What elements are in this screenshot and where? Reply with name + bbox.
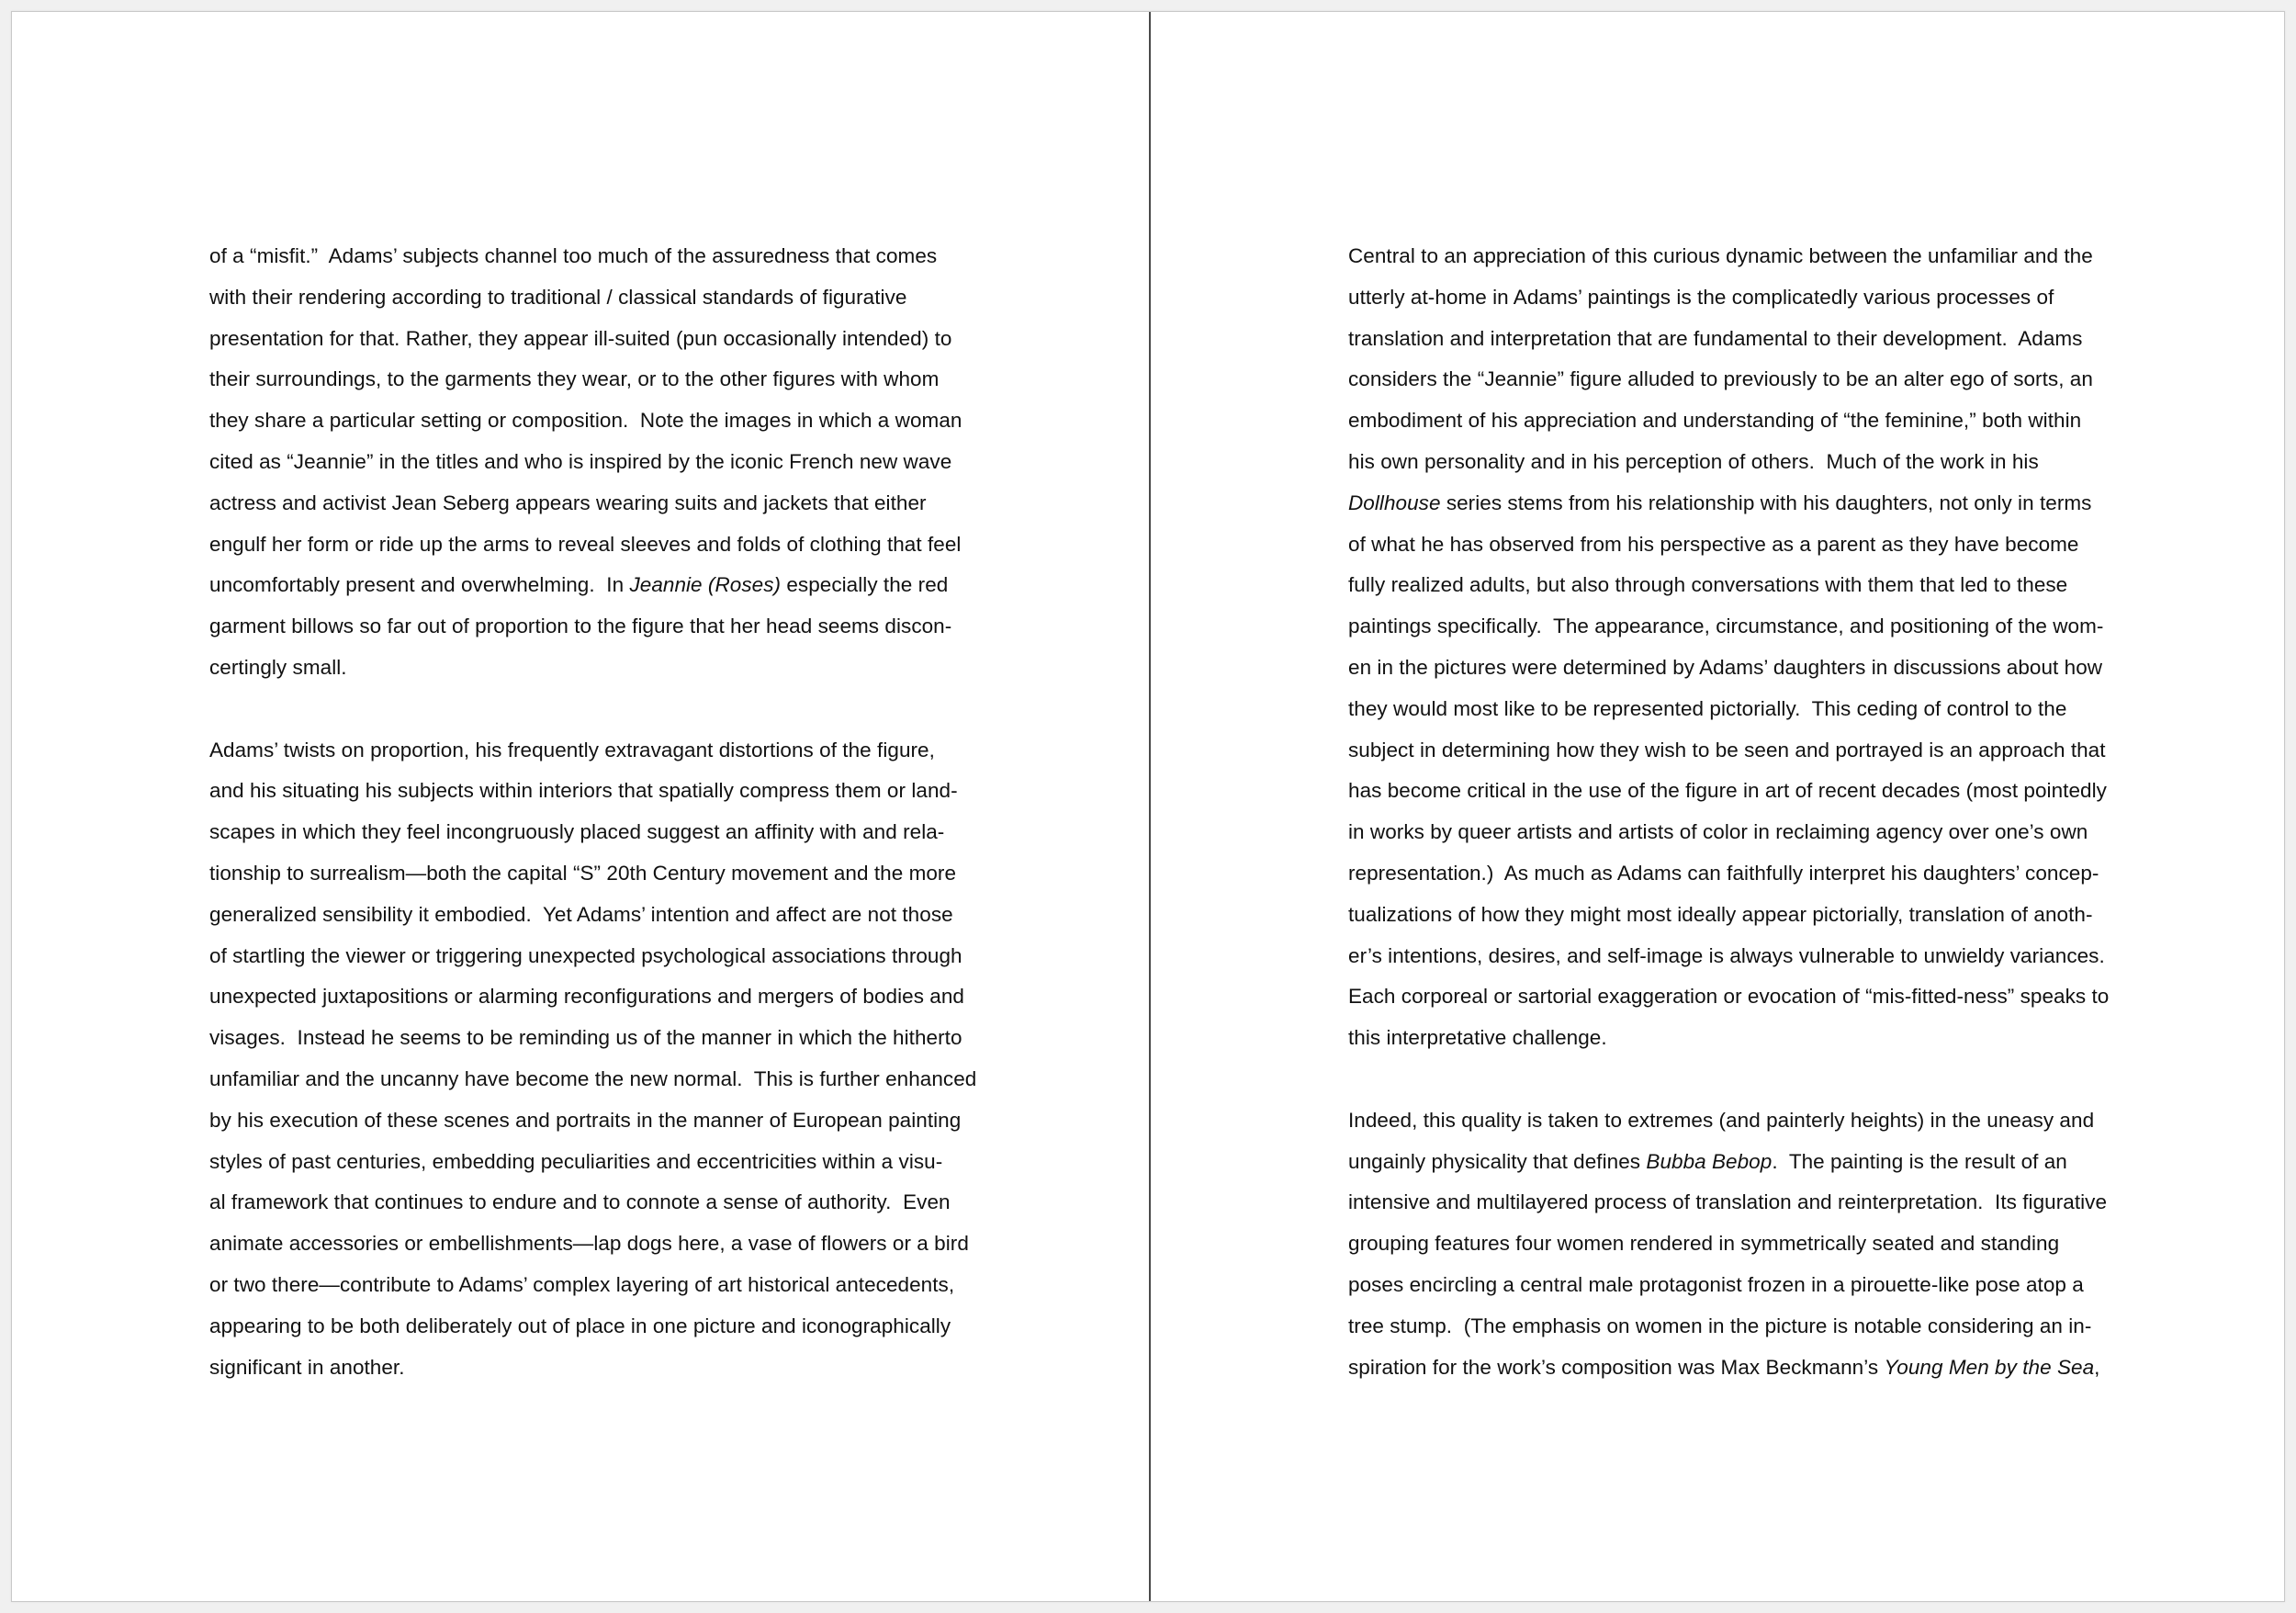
text-line	[1348, 730, 2106, 772]
body-text: utterly at-home in Adams’ paintings is the complicatedly various processes of	[1348, 285, 2054, 309]
italic-title-text: Dollhouse	[1348, 491, 1441, 514]
text-line	[1348, 895, 2101, 936]
body-text: appearing to be both deliberately out of place in one picture and iconographically	[209, 1314, 951, 1337]
body-text: spiration for the work’s composition was Max Beckmann’s	[1348, 1355, 1885, 1379]
text-line	[209, 648, 962, 689]
body-text: his own personality and in his perception of others. Much of the work in his	[1348, 449, 2039, 473]
body-text: en in the pictures were determined by Adams’ daughters in discussions about how	[1348, 655, 2103, 679]
text-line	[1348, 277, 2101, 319]
body-text: actress and activist Jean Seberg appears wearing suits and jackets that either	[209, 491, 927, 514]
body-text: . The painting is the result of an	[1772, 1149, 2067, 1173]
body-text: considers the “Jeannie” figure alluded to previously to be an alter ego of sorts, an	[1348, 367, 2093, 391]
body-text: by his execution of these scenes and portraits in the manner of European painting	[209, 1108, 962, 1132]
paragraph	[1348, 1100, 2108, 1389]
text-line	[209, 1018, 962, 1059]
text-line	[209, 359, 962, 400]
body-text: significant in another.	[209, 1355, 405, 1379]
text-line	[1348, 1142, 2101, 1183]
body-text: of startling the viewer or triggering unexpected psychological associations through	[209, 943, 962, 967]
text-line	[209, 1100, 962, 1142]
right-page	[1151, 12, 2288, 1601]
text-line	[209, 730, 962, 772]
text-line	[209, 565, 962, 606]
text-line	[209, 771, 962, 812]
body-text: especially the red	[781, 573, 949, 597]
text-line	[209, 1142, 962, 1183]
body-text: unexpected juxtapositions or alarming reconfigurations and mergers of bodies and	[209, 985, 964, 1009]
text-line	[1348, 1224, 2101, 1265]
body-text: fully realized adults, but also through conversations with them that led to these	[1348, 573, 2068, 597]
text-line	[209, 1059, 977, 1100]
text-line	[209, 1348, 962, 1389]
body-text: grouping features four women rendered in symmetrically seated and standing	[1348, 1232, 2060, 1256]
body-text: cited as “Jeannie” in the titles and who is inspired by the iconic French new wave	[209, 449, 952, 473]
text-line	[209, 895, 962, 936]
text-line	[1348, 606, 2104, 648]
text-line	[1348, 400, 2101, 442]
text-line	[1348, 525, 2101, 566]
text-line	[209, 1265, 962, 1306]
body-text: embodiment of his appreciation and understanding of “the feminine,” both within	[1348, 409, 2082, 433]
body-text: intensive and multilayered process of translation and reinterpretation. Its figurative	[1348, 1190, 2108, 1214]
paragraph	[1348, 236, 2110, 1059]
text-line	[209, 606, 962, 648]
text-line	[209, 483, 962, 525]
body-text: has become critical in the use of the figure in art of recent decades (most pointedly	[1348, 779, 2107, 803]
text-line	[1348, 1018, 2101, 1059]
text-line	[1348, 442, 2101, 483]
body-text: engulf her form or ride up the arms to reveal sleeves and folds of clothing that feel	[209, 532, 962, 556]
body-text: ungainly physicality that defines	[1348, 1149, 1647, 1173]
body-text: Adams’ twists on proportion, his frequently extravagant distortions of the figure,	[209, 738, 935, 761]
body-text: al framework that continues to endure and to connote a sense of authority. Even	[209, 1190, 951, 1214]
text-line	[209, 277, 962, 319]
body-text: series stems from his relationship with his daughters, not only in terms	[1440, 491, 2092, 514]
body-text: this interpretative challenge.	[1348, 1026, 1607, 1050]
italic-title-text: Jeannie (Roses)	[629, 573, 782, 597]
text-line	[1348, 853, 2101, 895]
text-line	[1348, 359, 2101, 400]
text-line	[1348, 1348, 2101, 1389]
text-line	[209, 976, 962, 1018]
body-text: visages. Instead he seems to be reminding us of the manner in which the hitherto	[209, 1026, 962, 1050]
paragraph	[209, 730, 977, 1389]
text-line	[209, 442, 962, 483]
body-text: scapes in which they feel incongruously placed suggest an affinity with and rela-	[209, 820, 945, 844]
text-line	[209, 812, 962, 853]
text-line	[1348, 689, 2101, 730]
text-line	[209, 936, 962, 977]
text-line	[209, 1224, 969, 1265]
text-line	[209, 236, 962, 277]
body-text: of a “misfit.” Adams’ subjects channel too much of the assuredness that comes	[209, 244, 938, 267]
text-line	[1348, 812, 2101, 853]
body-text: generalized sensibility it embodied. Yet Adams’ intention and affect are not those	[209, 902, 953, 926]
left-page-text	[209, 236, 977, 1429]
body-text: styles of past centuries, embedding peculiarities and eccentricities within a visu-	[209, 1149, 943, 1173]
body-text: Each corporeal or sartorial exaggeration or evocation of “mis-fitted-ness” speaks to	[1348, 985, 2110, 1009]
italic-title-text: Young Men by the Sea	[1884, 1355, 2095, 1379]
body-text: tree stump. (The emphasis on women in the picture is notable considering an in-	[1348, 1314, 2092, 1337]
body-text: they share a particular setting or composition. Note the images in which a woman	[209, 409, 962, 433]
text-line	[1348, 976, 2110, 1018]
paragraph	[209, 236, 962, 689]
book-spread	[11, 11, 2285, 1602]
text-line	[209, 1306, 962, 1348]
text-line	[209, 525, 962, 566]
body-text: translation and interpretation that are fundamental to their development. Adams	[1348, 326, 2083, 350]
body-text: ,	[2094, 1355, 2100, 1379]
body-text: they would most like to be represented pictorially. This ceding of control to the	[1348, 696, 2067, 720]
text-line	[1348, 1306, 2101, 1348]
body-text: garment billows so far out of proportion to the figure that her head seems discon-	[209, 615, 952, 638]
body-text: unfamiliar and the uncanny have become the new normal. This is further enhanced	[209, 1066, 977, 1090]
text-line	[1348, 771, 2107, 812]
body-text: uncomfortably present and overwhelming. In	[209, 573, 630, 597]
body-text: with their rendering according to traditional / classical standards of figurative	[209, 285, 907, 309]
body-text: certingly small.	[209, 655, 347, 679]
body-text: their surroundings, to the garments they wear, or to the other figures with whom	[209, 367, 940, 391]
body-text: subject in determining how they wish to be seen and portrayed is an approach that	[1348, 738, 2106, 761]
body-text: poses encircling a central male protagonist frozen in a pirouette-like pose atop a	[1348, 1272, 2084, 1296]
body-text: presentation for that. Rather, they appear ill-suited (pun occasionally intended) to	[209, 326, 952, 350]
text-line	[209, 400, 962, 442]
body-text: or two there—contribute to Adams’ complex layering of art historical antecedents,	[209, 1272, 955, 1296]
text-line	[1348, 483, 2101, 525]
body-text: tualizations of how they might most ideally appear pictorially, translation of anoth-	[1348, 902, 2093, 926]
body-text: of what he has observed from his perspective as a parent as they have become	[1348, 532, 2079, 556]
body-text: in works by queer artists and artists of color in reclaiming agency over one’s own	[1348, 820, 2088, 844]
body-text: Indeed, this quality is taken to extremes (and painterly heights) in the uneasy and	[1348, 1108, 2095, 1132]
body-text: animate accessories or embellishments—lap dogs here, a vase of flowers or a bird	[209, 1232, 969, 1256]
body-text: er’s intentions, desires, and self-image is always vulnerable to unwieldy variances.	[1348, 943, 2105, 967]
body-text: paintings specifically. The appearance, circumstance, and positioning of the wom-	[1348, 615, 2104, 638]
text-line	[209, 319, 962, 360]
text-line	[1348, 319, 2101, 360]
body-text: tionship to surrealism—both the capital “S” 20th Century movement and the more	[209, 861, 957, 885]
body-text: and his situating his subjects within interiors that spatially compress them or land-	[209, 779, 958, 803]
text-line	[1348, 936, 2105, 977]
text-line	[1348, 565, 2101, 606]
text-line	[1348, 648, 2101, 689]
text-line	[1348, 1265, 2101, 1306]
italic-title-text: Bubba Bebop	[1646, 1149, 1773, 1173]
right-page-text	[1348, 236, 2110, 1429]
body-text: Central to an appreciation of this curious dynamic between the unfamiliar and the	[1348, 244, 2093, 267]
text-line	[209, 1182, 962, 1224]
left-page	[12, 12, 1149, 1601]
text-line	[1348, 1182, 2108, 1224]
text-line	[1348, 1100, 2101, 1142]
text-line	[209, 853, 962, 895]
body-text: representation.) As much as Adams can faithfully interpret his daughters’ concep-	[1348, 861, 2099, 885]
text-line	[1348, 236, 2101, 277]
